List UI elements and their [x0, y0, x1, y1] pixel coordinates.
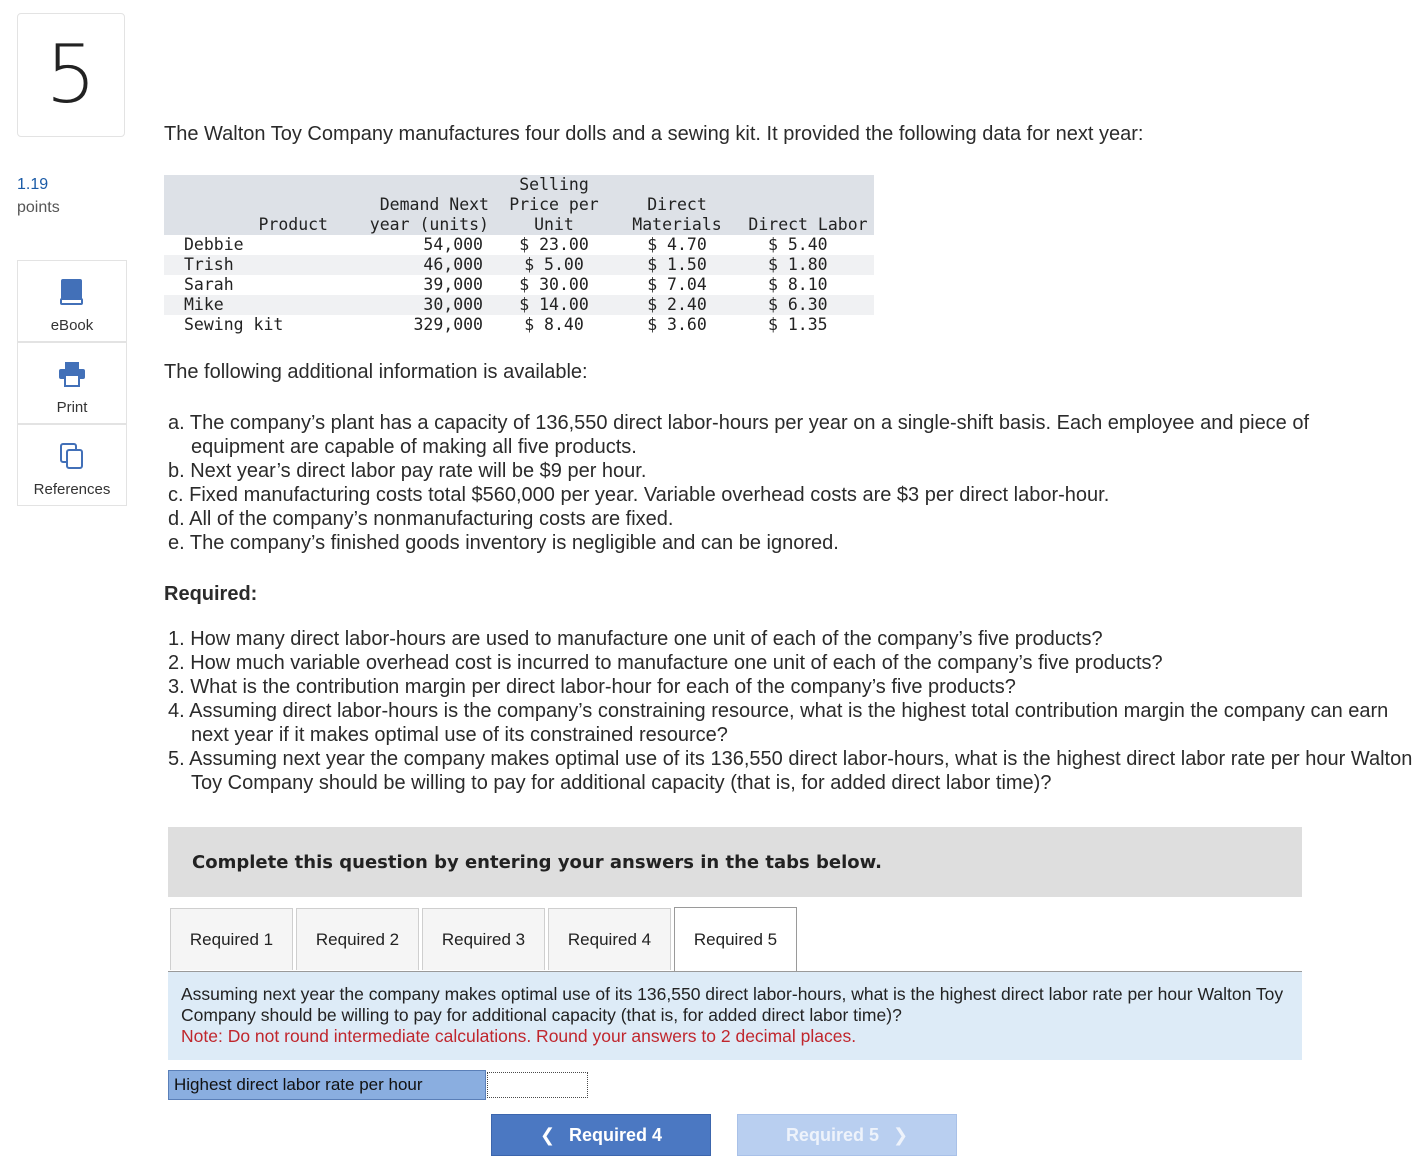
- cell-direct-materials: $ 1.50: [612, 255, 742, 275]
- header-product: Product: [164, 175, 354, 235]
- cell-demand: 329,000: [354, 315, 496, 335]
- cell-direct-materials: $ 3.60: [612, 315, 742, 335]
- cell-product: Sarah: [164, 275, 354, 295]
- printer-icon: [57, 359, 87, 389]
- chevron-left-icon: ❮: [539, 1124, 556, 1145]
- cell-product: Sewing kit: [164, 315, 354, 335]
- table-row: [164, 275, 874, 295]
- header-demand: Demand Next year (units): [354, 175, 496, 235]
- answer-label: Highest direct labor rate per hour: [168, 1070, 486, 1100]
- additional-info-list: [168, 411, 1378, 555]
- next-button-label: Required 5: [785, 1124, 879, 1145]
- table-row: [164, 295, 874, 315]
- cell-direct-materials: $ 7.04: [612, 275, 742, 295]
- cell-direct-labor: $ 1.35: [742, 315, 874, 335]
- cell-direct-materials: $ 4.70: [612, 235, 742, 255]
- tab-required-4[interactable]: Required 4: [548, 908, 671, 970]
- list-item: b. Next year’s direct labor pay rate will be $9 per hour.: [168, 460, 647, 482]
- list-item: 3. What is the contribution margin per direct labor-hour for each of the company’s five products?: [168, 676, 1016, 698]
- prompt-text: Assuming next year the company makes optimal use of its 136,550 direct labor-hours, what is the highest direct labor rate per hour Walton Toy Company should be willing to pay for additional capacity (that is, for added direct labor time)?: [181, 984, 1284, 1025]
- list-item: a. The company’s plant has a capacity of 136,550 direct labor-hours per year on a single-shift basis. Each employee and piece of equipment are capable of making all five products.: [168, 412, 1310, 458]
- cell-price: $ 14.00: [496, 295, 612, 315]
- prompt-note: Note: Do not round intermediate calculations. Round your answers to 2 decimal places.: [181, 1026, 857, 1046]
- table-row: [164, 235, 874, 255]
- cell-direct-materials: $ 2.40: [612, 295, 742, 315]
- next-required-button[interactable]: [737, 1114, 957, 1156]
- cell-direct-labor: $ 8.10: [742, 275, 874, 295]
- additional-info-heading: The following additional information is available:: [164, 361, 588, 383]
- cell-direct-labor: $ 1.80: [742, 255, 874, 275]
- complete-banner: Complete this question by entering your answers in the tabs below.: [168, 827, 1302, 897]
- intro-text: The Walton Toy Company manufactures four dolls and a sewing kit. It provided the following data for next year:: [164, 123, 1144, 145]
- ebook-label: eBook: [50, 317, 94, 334]
- product-data-table: [164, 175, 874, 335]
- references-label: References: [33, 481, 111, 498]
- list-item: 5. Assuming next year the company makes optimal use of its 136,550 direct labor-hours, what is the highest direct labor rate per hour Walton Toy Company should be willing to pay for additional capacity (that is, for added direct labor time)?: [168, 748, 1413, 794]
- references-button[interactable]: [17, 424, 127, 506]
- prev-button-label: Required 4: [569, 1124, 663, 1145]
- cell-price: $ 30.00: [496, 275, 612, 295]
- cell-direct-labor: $ 6.30: [742, 295, 874, 315]
- cell-price: $ 5.00: [496, 255, 612, 275]
- cell-product: Trish: [164, 255, 354, 275]
- list-item: 2. How much variable overhead cost is incurred to manufacture one unit of each of the company’s five products?: [168, 652, 1163, 674]
- cell-demand: 30,000: [354, 295, 496, 315]
- print-button[interactable]: [17, 342, 127, 424]
- required-list: [168, 627, 1418, 795]
- question-number: 5: [45, 28, 97, 121]
- cell-demand: 46,000: [354, 255, 496, 275]
- copy-icon: [59, 441, 85, 471]
- tab-required-5[interactable]: Required 5: [674, 907, 797, 971]
- chevron-right-icon: ❯: [892, 1124, 909, 1145]
- list-item: 4. Assuming direct labor-hours is the company’s constraining resource, what is the highest total contribution margin the company can earn next year if it makes optimal use of its constrained resource?: [168, 700, 1389, 746]
- question-number-box: [17, 13, 125, 137]
- table-row: [164, 255, 874, 275]
- tab-required-1[interactable]: Required 1: [170, 908, 293, 970]
- required-heading: Required:: [164, 583, 258, 605]
- header-direct-labor: Direct Labor: [742, 175, 874, 235]
- cell-demand: 54,000: [354, 235, 496, 255]
- prompt-box: [168, 972, 1302, 1060]
- cell-price: $ 8.40: [496, 315, 612, 335]
- points-label: points: [17, 199, 60, 216]
- print-label: Print: [56, 399, 88, 416]
- table-row: [164, 315, 874, 335]
- cell-price: $ 23.00: [496, 235, 612, 255]
- cell-direct-labor: $ 5.40: [742, 235, 874, 255]
- header-price: Selling Price per Unit: [496, 175, 612, 235]
- ebook-button[interactable]: [17, 260, 127, 342]
- list-item: c. Fixed manufacturing costs total $560,000 per year. Variable overhead costs are $3 per direct labor-hour.: [168, 484, 1110, 506]
- book-icon: [59, 277, 85, 307]
- cell-product: Debbie: [164, 235, 354, 255]
- list-item: 1. How many direct labor-hours are used to manufacture one unit of each of the company’s five products?: [168, 628, 1103, 650]
- highest-rate-input[interactable]: [487, 1072, 588, 1098]
- table-header-row: [164, 175, 874, 235]
- list-item: e. The company’s finished goods inventory is negligible and can be ignored.: [168, 532, 839, 554]
- required-tabs: [168, 907, 1302, 972]
- list-item: d. All of the company’s nonmanufacturing costs are fixed.: [168, 508, 674, 530]
- cell-product: Mike: [164, 295, 354, 315]
- cell-demand: 39,000: [354, 275, 496, 295]
- header-direct-materials: Direct Materials: [612, 175, 742, 235]
- prev-required-button[interactable]: [491, 1114, 711, 1156]
- tab-required-3[interactable]: Required 3: [422, 908, 545, 970]
- points-value: 1.19: [17, 176, 49, 193]
- tab-required-2[interactable]: Required 2: [296, 908, 419, 970]
